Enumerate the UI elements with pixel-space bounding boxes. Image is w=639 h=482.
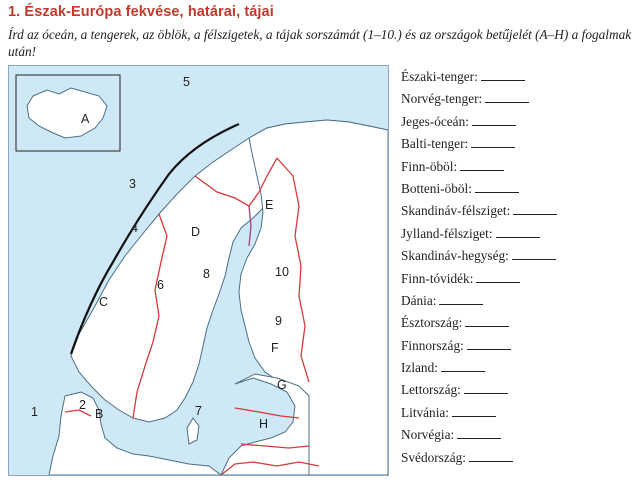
map-label-G: G [277, 378, 287, 392]
map-label-B: B [95, 407, 104, 421]
term-item [401, 379, 633, 401]
northern-europe-map [8, 65, 389, 476]
term-label: Finn-tóvidék: [401, 270, 474, 286]
term-item [401, 88, 633, 110]
map-label-C: C [99, 295, 109, 309]
term-item [401, 424, 633, 446]
term-item [401, 290, 633, 312]
term-item [401, 335, 633, 357]
answer-blank[interactable] [452, 405, 496, 417]
map-label-H: H [259, 417, 269, 431]
term-item [401, 178, 633, 200]
answer-blank[interactable] [441, 360, 485, 372]
term-label: Norvégia: [401, 427, 455, 443]
answer-blank[interactable] [464, 382, 508, 394]
term-item [401, 223, 633, 245]
map-label-2: 2 [79, 398, 86, 412]
term-item [401, 402, 633, 424]
term-label: Norvég-tenger: [401, 91, 483, 107]
map-label-3: 3 [129, 177, 136, 191]
term-label: Izland: [401, 360, 438, 376]
map-label-E: E [265, 198, 274, 212]
answer-blank[interactable] [467, 338, 511, 350]
term-label: Jylland-félsziget: [401, 225, 493, 241]
term-label: Finn-öböl: [401, 158, 458, 174]
map-label-F: F [271, 341, 279, 355]
term-item [401, 156, 633, 178]
term-item [401, 447, 633, 469]
answer-blank[interactable] [457, 427, 501, 439]
answer-blank[interactable] [485, 91, 529, 103]
answer-blank[interactable] [481, 69, 525, 81]
term-label: Balti-tenger: [401, 136, 469, 152]
answer-blank[interactable] [513, 203, 557, 215]
map-label-9: 9 [275, 314, 282, 328]
term-label: Skandináv-félsziget: [401, 203, 511, 219]
term-label: Finnország: [401, 337, 464, 353]
map-label-5: 5 [183, 75, 190, 89]
answer-blank[interactable] [512, 248, 556, 260]
terms-list [401, 66, 633, 469]
term-item [401, 357, 633, 379]
worksheet-instruction: Írd az óceán, a tengerek, az öblök, a félszigetek, a tájak sorszámát (1–10.) és az országok betűjelét (A–H) a fogalmak után! [8, 27, 632, 59]
term-item [401, 133, 633, 155]
answer-blank[interactable] [471, 136, 515, 148]
term-label: Lettország: [401, 382, 461, 398]
map-label-7: 7 [195, 404, 202, 418]
answer-blank[interactable] [460, 159, 504, 171]
map-label-A: A [81, 112, 90, 126]
map-label-6: 6 [157, 278, 164, 292]
term-item [401, 312, 633, 334]
worksheet-title: 1. Észak-Európa fekvése, határai, tájai [8, 4, 274, 20]
map-label-D: D [191, 225, 201, 239]
answer-blank[interactable] [439, 293, 483, 305]
map-label-10: 10 [275, 265, 289, 279]
answer-blank[interactable] [469, 450, 513, 462]
term-label: Litvánia: [401, 404, 449, 420]
term-label: Dánia: [401, 292, 437, 308]
term-item [401, 245, 633, 267]
term-label: Svédország: [401, 449, 466, 465]
answer-blank[interactable] [465, 315, 509, 327]
answer-blank[interactable] [496, 226, 540, 238]
term-item [401, 268, 633, 290]
map-label-8: 8 [203, 267, 210, 281]
term-item [401, 111, 633, 133]
map-label-4: 4 [131, 221, 138, 235]
term-label: Észtország: [401, 315, 463, 331]
term-label: Botteni-öböl: [401, 180, 472, 196]
term-label: Skandináv-hegység: [401, 248, 509, 264]
term-item [401, 200, 633, 222]
term-label: Északi-tenger: [401, 69, 478, 84]
term-item [401, 66, 633, 88]
answer-blank[interactable] [476, 271, 520, 283]
answer-blank[interactable] [475, 181, 519, 193]
answer-blank[interactable] [472, 114, 516, 126]
term-label: Jeges-óceán: [401, 113, 469, 129]
map-svg [9, 66, 388, 475]
map-label-1: 1 [31, 405, 38, 419]
